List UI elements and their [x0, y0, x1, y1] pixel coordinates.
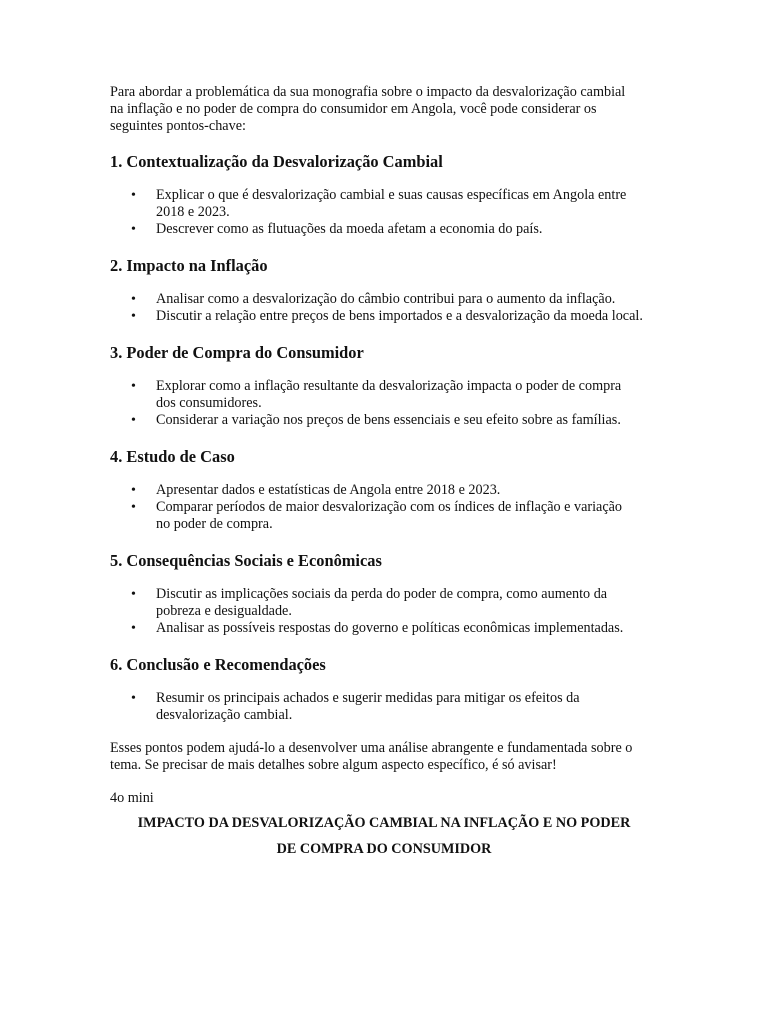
section-5-list [110, 586, 655, 637]
section-title-6: 6. Conclusão e Recomendações [110, 655, 326, 674]
section-title-3: 3. Poder de Compra do Consumidor [110, 343, 364, 362]
section-title-5: 5. Consequências Sociais e Econômicas [110, 551, 382, 570]
list-item: • Considerar a variação nos preços de bens essenciais e seu efeito sobre as famílias. [110, 412, 630, 429]
closing-paragraph: Esses pontos podem ajudá-lo a desenvolver uma análise abrangente e fundamentada sobre o tema. Se precisar de mais detalhes sobre algum aspecto específico, é só avisar! [110, 740, 633, 773]
section-2-list [110, 291, 666, 325]
list-item: • Descrever como as flutuações da moeda afetam a economia do país. [110, 221, 650, 238]
section-3-list [110, 378, 630, 429]
list-item: • Resumir os principais achados e sugerir medidas para mitigar os efeitos da desvalorização cambial. [110, 690, 635, 724]
document-content [110, 84, 670, 862]
list-item: • Explicar o que é desvalorização cambial e suas causas específicas em Angola entre 2018 e 2023. [110, 187, 650, 221]
model-label: 4o mini [110, 790, 154, 806]
section-title-1: 1. Contextualização da Desvalorização Cambial [110, 152, 443, 171]
list-item: • Analisar como a desvalorização do câmbio contribui para o aumento da inflação. [110, 291, 666, 308]
list-item: • Apresentar dados e estatísticas de Angola entre 2018 e 2023. [110, 482, 630, 499]
intro-paragraph: Para abordar a problemática da sua monografia sobre o impacto da desvalorização cambial na inflação e no poder de compra do consumidor em Angola, você pode considerar os seguintes pontos-chave: [110, 84, 626, 134]
list-item: • Discutir as implicações sociais da perda do poder de compra, como aumento da pobreza e desigualdade. [110, 586, 655, 620]
section-title-4: 4. Estudo de Caso [110, 447, 235, 466]
list-item: • Comparar períodos de maior desvalorização com os índices de inflação e variação no poder de compra. [110, 499, 630, 533]
list-item: • Discutir a relação entre preços de bens importados e a desvalorização da moeda local. [110, 308, 666, 325]
list-item: • Analisar as possíveis respostas do governo e políticas econômicas implementadas. [110, 620, 655, 637]
list-item: • Explorar como a inflação resultante da desvalorização impacta o poder de compra dos consumidores. [110, 378, 630, 412]
section-title-2: 2. Impacto na Inflação [110, 256, 268, 275]
section-6-list [110, 690, 635, 724]
document-title-line-1: IMPACTO DA DESVALORIZAÇÃO CAMBIAL NA INFLAÇÃO E NO PODER [137, 815, 631, 831]
section-4-list [110, 482, 630, 533]
document-title-line-2: DE COMPRA DO CONSUMIDOR [276, 841, 492, 857]
section-1-list [110, 187, 650, 238]
